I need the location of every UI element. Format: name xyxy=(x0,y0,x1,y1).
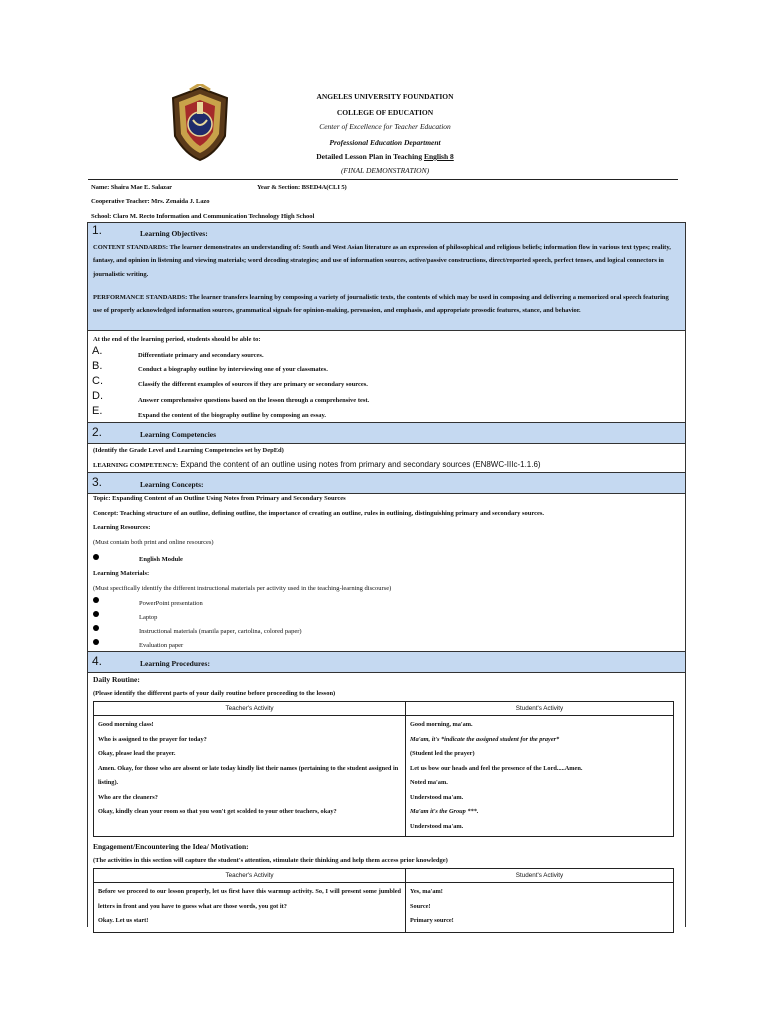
learning-competency-label: LEARNING COMPETENCY: xyxy=(93,462,179,469)
material-item: PowerPoint presentation xyxy=(139,600,203,607)
student-line: Good morning, ma'am. xyxy=(410,721,473,728)
student-line: Understood ma'am. xyxy=(410,822,464,830)
section-4-bar xyxy=(88,651,685,673)
competency-note: (Identify the Grade Level and Learning Competencies set by DepEd) xyxy=(93,447,284,454)
student-name: Name: Shaira Mae E. Salazar xyxy=(91,184,172,191)
material-item: Evaluation paper xyxy=(139,642,184,649)
engagement-student-cell xyxy=(406,883,674,933)
teacher-line: Who are the cleaners? xyxy=(98,793,158,801)
daily-routine-table xyxy=(93,701,674,837)
student-line: Let us bow our heads and feel the presence of the Lord.....Amen. xyxy=(410,764,583,772)
student-line: Source! xyxy=(410,902,431,910)
engagement-label: Engagement/Encountering the Idea/ Motivation: xyxy=(93,842,249,851)
performance-standards-text: The learner transfers learning by composing a variety of journalistic texts, the contents of which may be used in composing and delivering a memorized oral speech featuring use of properly acknowledged information sources, grammatical signals for opinion-making, persuasion, and emphasis, and appropriate prosodic features, stance, and behavior. xyxy=(93,294,669,315)
teacher-line: Who is assigned to the prayer for today? xyxy=(98,735,207,743)
learning-resources-label: Learning Resources: xyxy=(93,524,151,531)
section-4-number: 4. xyxy=(92,654,103,668)
objective-letter: E. xyxy=(92,405,103,417)
daily-routine-note: (Please identify the different parts of your daily routine before proceeding to the lesson) xyxy=(93,690,336,697)
student-line: Yes, ma'am! xyxy=(410,888,443,895)
teacher-line: Before we proceed to our lesson properly, let us first have this warmup activity. So, I will present some jumbled letters in front and you have to guess what are those words, you got it? xyxy=(98,888,401,910)
objective-text: Answer comprehensive questions based on the lesson through a comprehensive test. xyxy=(138,397,370,404)
university-name: ANGELES UNIVERSITY FOUNDATION xyxy=(316,92,454,101)
objective-letter: D. xyxy=(92,390,103,402)
objective-text: Classify the different examples of sources if they are primary or secondary sources. xyxy=(138,381,368,388)
resource-item: English Module xyxy=(139,556,183,563)
material-item: Instructional materials (manila paper, cartolina, colored paper) xyxy=(139,628,302,635)
header-divider xyxy=(88,179,678,180)
section-2-number: 2. xyxy=(92,425,103,439)
objective-text: Expand the content of the biography outline by composing an essay. xyxy=(138,412,326,419)
teacher-line: Amen. Okay, for those who are absent or late today kindly list their names (pertaining to the student assigned in listing). xyxy=(98,764,399,786)
bullet-icon xyxy=(93,554,99,560)
learning-resources-note: (Must contain both print and online resources) xyxy=(93,539,214,546)
routine-student-cell xyxy=(406,716,674,837)
student-activity-header: Student's Activity xyxy=(406,869,674,883)
student-line: Ma'am it's the Group ***. xyxy=(410,808,479,815)
learning-competency xyxy=(93,460,541,469)
plan-subject: English 8 xyxy=(423,152,454,161)
section-1-title: Learning Objectives: xyxy=(140,229,208,238)
section-3-title: Learning Concepts: xyxy=(140,480,204,489)
daily-routine-label: Daily Routine: xyxy=(93,675,140,684)
student-line: (Student led the prayer) xyxy=(410,750,475,757)
objective-text: Differentiate primary and secondary sources. xyxy=(138,352,264,359)
student-activity-header: Student's Activity xyxy=(406,702,674,716)
objective-letter: A. xyxy=(92,345,103,357)
demonstration-label: (FINAL DEMONSTRATION) xyxy=(340,166,430,175)
lesson-plan-title xyxy=(230,152,540,162)
learning-materials-label: Learning Materials: xyxy=(93,570,150,577)
objectives-intro: At the end of the learning period, students should be able to: xyxy=(93,336,261,343)
section-3-number: 3. xyxy=(92,475,103,489)
teacher-line: Okay. Let us start! xyxy=(98,917,149,924)
college-tagline: Center of Excellence for Teacher Education xyxy=(319,122,451,131)
bullet-icon xyxy=(93,611,99,617)
content-standards-label: CONTENT STANDARDS: xyxy=(93,244,169,251)
content-standards xyxy=(93,241,678,281)
department-name: Professional Education Department xyxy=(329,138,441,147)
bullet-icon xyxy=(93,597,99,603)
teacher-activity-header: Teacher's Activity xyxy=(94,702,406,716)
teacher-line: Okay, kindly clean your room so that you won't get scolded to your other teachers, okay? xyxy=(98,808,337,815)
engagement-table xyxy=(93,868,674,933)
bullet-icon xyxy=(93,625,99,631)
material-item: Laptop xyxy=(139,614,158,621)
section-2-title: Learning Competencies xyxy=(140,430,217,439)
section-1-number: 1. xyxy=(92,223,103,237)
content-standards-text: The learner demonstrates an understanding of: South and West Asian literature as an expression of philosophical and religious beliefs; information flow in various text types; reality, fantasy, and opinion in listening and viewing materials; word decoding strategies; and use of information sources, active/passive constructions, direct/reported speech, perfect tenses, and logical connectors in journalistic writing. xyxy=(93,244,671,278)
teacher-line: Okay, please lead the prayer. xyxy=(98,750,176,757)
engagement-teacher-cell xyxy=(94,883,406,933)
school-name: School: Claro M. Recto Information and Communication Technology High School xyxy=(91,213,315,220)
student-line: Ma'am, it's *indicate the assigned student for the prayer* xyxy=(410,735,560,743)
routine-teacher-cell xyxy=(94,716,406,837)
cooperative-teacher: Cooperative Teacher: Mrs. Zenaida J. Lazo xyxy=(91,198,210,205)
concept: Concept: Teaching structure of an outline, defining outline, the importance of creating an outline, rules in outlining, distinguishing primary and secondary sources. xyxy=(93,510,545,517)
engagement-note: (The activities in this section will capture the student's attention, stimulate their thinking and help them access prior knowledge) xyxy=(93,857,448,864)
objective-letter: C. xyxy=(92,375,103,387)
student-line: Noted ma'am. xyxy=(410,779,448,786)
objective-text: Conduct a biography outline by interviewing one of your classmates. xyxy=(138,366,328,373)
plan-prefix: Detailed Lesson Plan in Teaching xyxy=(316,152,424,161)
college-name: COLLEGE OF EDUCATION xyxy=(336,108,434,117)
section-4-title: Learning Procedures: xyxy=(140,659,210,668)
performance-standards-label: PERFORMANCE STANDARDS: xyxy=(93,294,188,301)
section-3-bar xyxy=(88,472,685,494)
teacher-activity-header: Teacher's Activity xyxy=(94,869,406,883)
objective-letter: B. xyxy=(92,360,103,372)
university-seal-logo xyxy=(165,84,235,164)
bullet-icon xyxy=(93,639,99,645)
year-section: Year & Section: BSED4A(CLI 5) xyxy=(257,184,347,191)
learning-materials-note: (Must specifically identify the different instructional materials per activity used in the teaching-learning discourse) xyxy=(93,585,392,592)
teacher-line: Good morning class! xyxy=(98,721,154,728)
student-line: Understood ma'am. xyxy=(410,793,464,801)
section-2-bar xyxy=(88,422,685,444)
topic: Topic: Expanding Content of an Outline Using Notes from Primary and Secondary Sources xyxy=(93,495,346,502)
student-line: Primary source! xyxy=(410,917,454,924)
performance-standards xyxy=(93,291,678,318)
learning-competency-text: Expand the content of an outline using notes from primary and secondary sources (EN8WC-IIIc-1.1.6) xyxy=(178,460,541,469)
